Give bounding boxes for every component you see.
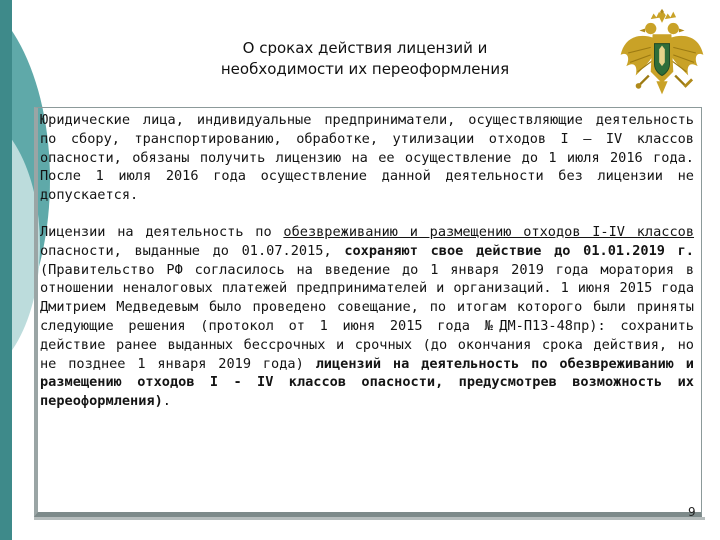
slide-title-line-1: О сроках действия лицензий и xyxy=(242,39,488,57)
paragraph2-text-2: опасности, выданные до 01.07.2015, xyxy=(40,242,345,259)
decorative-left-bar xyxy=(0,0,12,540)
page-number: 9 xyxy=(688,505,696,519)
paragraph2-text-3: (Правительство РФ согласилось на введение до 1 января 2019 года моратория в отношении неналоговых платежей предпринимателей и организаций. 1 июня 2015 года Дмитрием Медведевым было проведено совещание, по итогам которого были приняты следующие решения (протокол от 1 июня 2015 года №ДМ-П13-48пр): сохранить действие ранее выданных бессрочных и срочных (до окончания срока действия, но не позднее 1 января 2019 года) xyxy=(40,261,694,372)
double-headed-eagle-emblem-icon xyxy=(615,6,709,100)
content-body xyxy=(40,111,694,429)
slide-title-line-2: необходимости их переоформления xyxy=(220,60,510,78)
paragraph-licensing-requirement: Юридические лица, индивидуальные предприниматели, осуществляющие деятельность по сбору, транспортированию, обработке, утилизации отходов I – IV классов опасности, обязаны получить лицензию на ее осуществление до 1 июля 2016 года. После 1 июля 2016 года осуществление данной деятельности без лицензии не допускается. xyxy=(40,112,694,204)
paragraph2-bold-decision: лицензий на деятельность по обезвреживанию и размещению отходов I - IV классов опасности, предусмотрев возможность их переоформления) xyxy=(40,355,694,410)
paragraph2-underlined-text: обезвреживанию и размещению отходов I-IV классов xyxy=(283,223,695,240)
paragraph2-bold-validity: сохраняют свое действие до 01.01.2019 г. xyxy=(344,242,694,259)
paragraph-license-validity xyxy=(40,223,694,411)
paragraph2-text-1: Лицензии на деятельность по xyxy=(40,223,284,240)
content-frame-shadow xyxy=(34,517,705,520)
paragraph2-text-4: . xyxy=(162,393,171,410)
slide-title xyxy=(150,38,580,80)
